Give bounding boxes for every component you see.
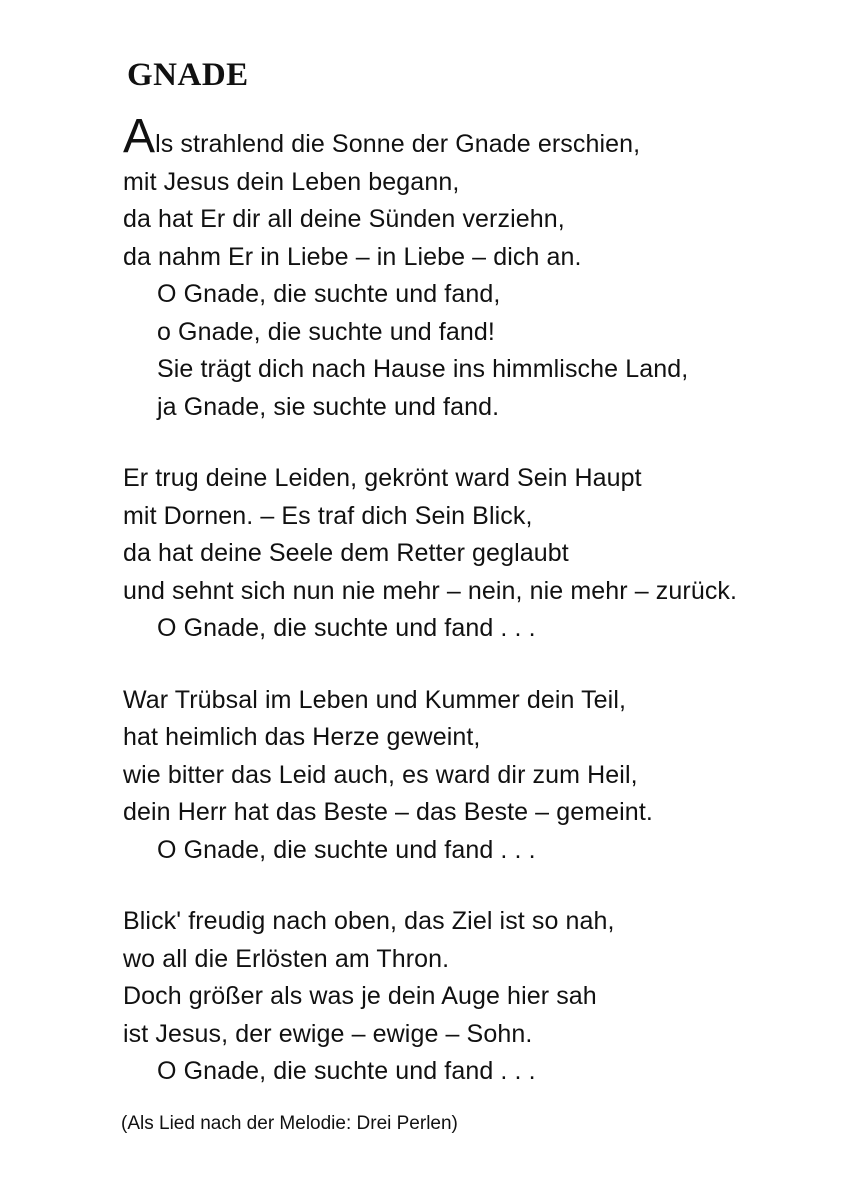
melody-footnote: (Als Lied nach der Melodie: Drei Perlen) <box>121 1113 458 1134</box>
stanza-2 <box>123 460 843 648</box>
stanza-4 <box>123 903 843 1091</box>
refrain-line: O Gnade, die suchte und fand, <box>157 280 501 308</box>
stanza-line: ist Jesus, der ewige – ewige – Sohn. <box>123 1019 533 1048</box>
stanza-line: da hat deine Seele dem Retter geglaubt <box>123 539 569 567</box>
refrain-line: O Gnade, die suchte und fand . . . <box>157 614 536 642</box>
refrain-line: ja Gnade, sie suchte und fand. <box>157 392 500 421</box>
drop-cap: A <box>123 110 156 163</box>
stanza-line: wie bitter das Leid auch, es ward dir zum Heil, <box>123 760 638 789</box>
poem-title: GNADE <box>127 57 249 93</box>
stanza-line: hat heimlich das Herze geweint, <box>123 723 481 751</box>
stanza-line: mit Jesus dein Leben begann, <box>123 167 460 196</box>
stanza-line <box>123 110 843 164</box>
stanza-line: War Trübsal im Leben und Kummer dein Teil, <box>123 685 627 714</box>
stanza-line: Doch größer als was je dein Auge hier sah <box>123 982 597 1010</box>
stanza-line: Blick' freudig nach oben, das Ziel ist so nah, <box>123 907 615 935</box>
refrain-line: Sie trägt dich nach Hause ins himmlische Land, <box>157 355 689 383</box>
stanza-line: da hat Er dir all deine Sünden verziehn, <box>123 205 565 233</box>
stanza-1 <box>123 110 843 426</box>
stanza-line: und sehnt sich nun nie mehr – nein, nie mehr – zurück. <box>123 576 738 605</box>
stanza-3 <box>123 682 843 870</box>
refrain-line: o Gnade, die suchte und fand! <box>157 317 495 346</box>
stanza-line: Er trug deine Leiden, gekrönt ward Sein Haupt <box>123 464 642 492</box>
stanza-line: wo all die Erlösten am Thron. <box>123 944 450 973</box>
refrain-line: O Gnade, die suchte und fand . . . <box>157 835 536 864</box>
first-line-text: ls strahlend die Sonne der Gnade erschien, <box>155 130 641 158</box>
stanza-line: da nahm Er in Liebe – in Liebe – dich an. <box>123 242 582 271</box>
refrain-line: O Gnade, die suchte und fand . . . <box>157 1057 536 1085</box>
poem-body <box>123 110 843 1125</box>
stanza-line: mit Dornen. – Es traf dich Sein Blick, <box>123 501 533 530</box>
stanza-line: dein Herr hat das Beste – das Beste – gemeint. <box>123 798 653 826</box>
